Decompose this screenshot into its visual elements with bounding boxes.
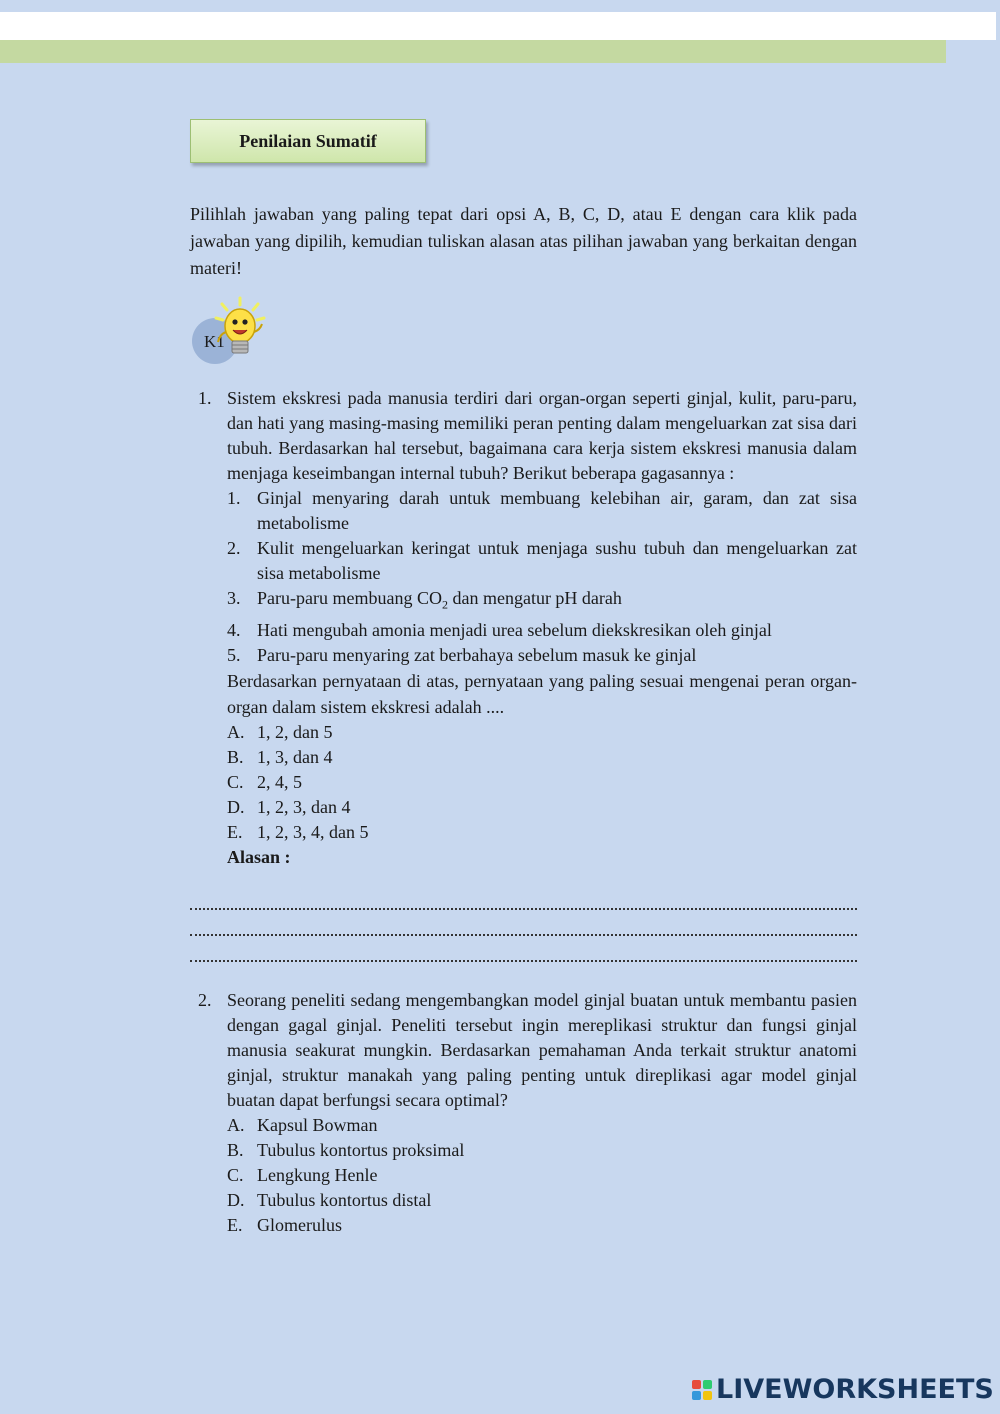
- k1-label: K1: [204, 332, 225, 351]
- option-e[interactable]: E. Glomerulus: [227, 1215, 342, 1235]
- statement-item: 2. Kulit mengeluarkan keringat untuk menjaga sushu tubuh dan mengeluarkan zat sisa metabolisme: [227, 538, 857, 583]
- instruction-text: Pilihlah jawaban yang paling tepat dari opsi A, B, C, D, atau E dengan cara klik pada jawaban yang dipilih, kemudian tuliskan alasan atas pilihan jawaban yang berkaitan dengan materi!: [190, 204, 857, 278]
- option-a[interactable]: A. Kapsul Bowman: [227, 1115, 378, 1135]
- reason-line-1[interactable]: [190, 900, 857, 910]
- reason-line-3[interactable]: [190, 952, 857, 962]
- question-1: [190, 386, 857, 870]
- question-2: [190, 988, 857, 1238]
- logo-tiles-icon: [692, 1380, 712, 1400]
- option-c[interactable]: C. Lengkung Henle: [227, 1165, 378, 1185]
- statement-item: 3. Paru-paru membuang $CO_2$ dan mengatur pH darah: [227, 588, 622, 612]
- statement-item: 5. Paru-paru menyaring zat berbahaya sebelum masuk ke ginjal: [227, 644, 697, 665]
- option-b[interactable]: B. Tubulus kontortus proksimal: [227, 1140, 465, 1160]
- option-a[interactable]: A. 1, 2, dan 5: [227, 721, 333, 742]
- option-c[interactable]: C. 2, 4, 5: [227, 771, 302, 792]
- question-stem: Sistem ekskresi pada manusia terdiri dari organ-organ seperti ginjal, kulit, paru-paru, dan hati yang masing-masing memiliki peran penting dalam mengeluarkan zat sisa dari tubuh. Berdasarkan hal tersebut, bagaimana cara kerja sistem ekskresi manusia dalam menjaga keseimbangan internal tubuh? Berikut beberapa gagasannya :: [227, 388, 857, 483]
- top-bar-white: [0, 12, 996, 40]
- statement-item: 4. Hati mengubah amonia menjadi urea sebelum diekskresikan oleh ginjal: [227, 619, 772, 640]
- top-bar-green: [0, 40, 946, 63]
- question-number: 1.: [198, 388, 212, 408]
- lightbulb-mascot-icon: [212, 296, 268, 362]
- question-prompt: Berdasarkan pernyataan di atas, pernyataan yang paling sesuai mengenai peran organ-organ dalam sistem ekskresi adalah ....: [227, 670, 857, 717]
- reason-line-2[interactable]: [190, 926, 857, 936]
- option-d[interactable]: D. 1, 2, 3, dan 4: [227, 796, 351, 817]
- question-stem: Seorang peneliti sedang mengembangkan model ginjal buatan untuk membantu pasien dengan gagal ginjal. Peneliti tersebut ingin mereplikasi struktur dan fungsi ginjal manusia seakurat mungkin. Berdasarkan pemahaman Anda terkait struktur anatomi ginjal, struktur manakah yang paling penting untuk direplikasi agar model ginjal buatan dapat berfungsi secara optimal?: [227, 990, 857, 1110]
- option-e[interactable]: E. 1, 2, 3, 4, dan 5: [227, 821, 369, 842]
- liveworksheets-logo[interactable]: [692, 1374, 994, 1405]
- reason-label: Alasan :: [227, 846, 291, 867]
- section-title: Penilaian Sumatif: [190, 119, 426, 163]
- logo-tile: [703, 1380, 712, 1389]
- question-number: 2.: [198, 990, 212, 1010]
- logo-tile: [692, 1380, 701, 1389]
- logo-text: LIVEWORKSHEETS: [716, 1374, 994, 1405]
- option-b[interactable]: B. 1, 3, dan 4: [227, 746, 333, 767]
- logo-tile: [703, 1391, 712, 1400]
- logo-tile: [692, 1391, 701, 1400]
- option-d[interactable]: D. Tubulus kontortus distal: [227, 1190, 432, 1210]
- statement-item: 1. Ginjal menyaring darah untuk membuang kelebihan air, garam, dan zat sisa metabolisme: [227, 488, 857, 533]
